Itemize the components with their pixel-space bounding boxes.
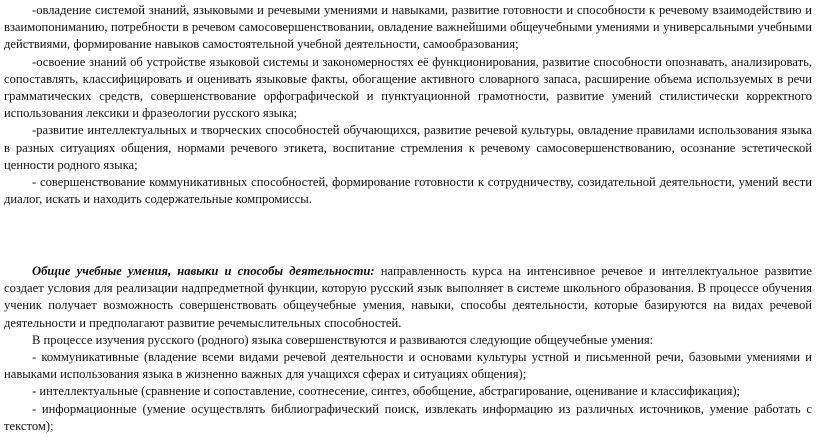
goals-section [4, 2, 812, 208]
skill-item: - коммуникативные (владение всеми видами речевой деятельности и основами культуры устной и письменной речи, базовыми умениями и навыками использования языка в жизненно важных для учащихся сферах и ситуациях общения); [4, 350, 812, 382]
section-heading: Общие учебные умения, навыки и способы деятельности: [32, 264, 375, 278]
skill-item: - информационные (умение осуществлять библиографический поиск, извлекать информацию из различных источников, умение работать с текстом); [4, 401, 812, 433]
skills-section [4, 263, 812, 435]
goal-paragraph: - совершенствование коммуникативных способностей, формирование готовности к сотрудничеству, созидательной деятельности, умений вести диалог, искать и находить содержательные компромиссы. [4, 175, 812, 207]
goal-paragraph: -освоение знаний об устройстве языковой системы и закономерностях её функционирования, развитие способности опознавать, анализировать, сопоставлять, классифицировать и оценивать языковые факты, обогащение активного словарного запаса, расширение объема используемых в речи грамматических средств, совершенствование орфографической и пунктуационной грамотности, развитие умений стилистически корректного использования лексики и фразеологии русского языка; [4, 54, 812, 121]
skill-item: - интеллектуальные (сравнение и сопоставление, соотнесение, синтез, обобщение, абстрагирование, оценивание и классификация); [32, 384, 741, 399]
skills-intro-paragraph [4, 263, 812, 332]
section-intro-text: направленность курса на интенсивное речевое и интеллектуальное развитие создает условия для реализации надпредметной функции, которую русский язык выполняет в системе школьного образования. В процессе обучения ученик получает возможность совершенствовать общеучебные умения, навыки, способы деятельности, которые базируются на видах речевой деятельности и предполагают развитие речемыслительных способностей. [4, 264, 812, 330]
skills-lead-paragraph: В процессе изучения русского (родного) языка совершенствуются и развиваются следующие общеучебные умения: [32, 332, 654, 347]
goal-paragraph: -овладение системой знаний, языковыми и речевыми умениями и навыками, развитие готовности и способности к речевому взаимодействию и взаимопониманию, потребности в речевом самосовершенствовании, овладение важнейшими общеучебными умениями и универсальными учебными действиями, формирование навыков самостоятельной учебной деятельности, самообразования; [4, 3, 812, 52]
goal-paragraph: -развитие интеллектуальных и творческих способностей обучающихся, развитие речевой культуры, овладение правилами использования языка в разных ситуациях общения, нормами речевого этикета, воспитание стремления к речевому самосовершенствованию, осознание эстетической ценности родного языка; [4, 123, 812, 172]
